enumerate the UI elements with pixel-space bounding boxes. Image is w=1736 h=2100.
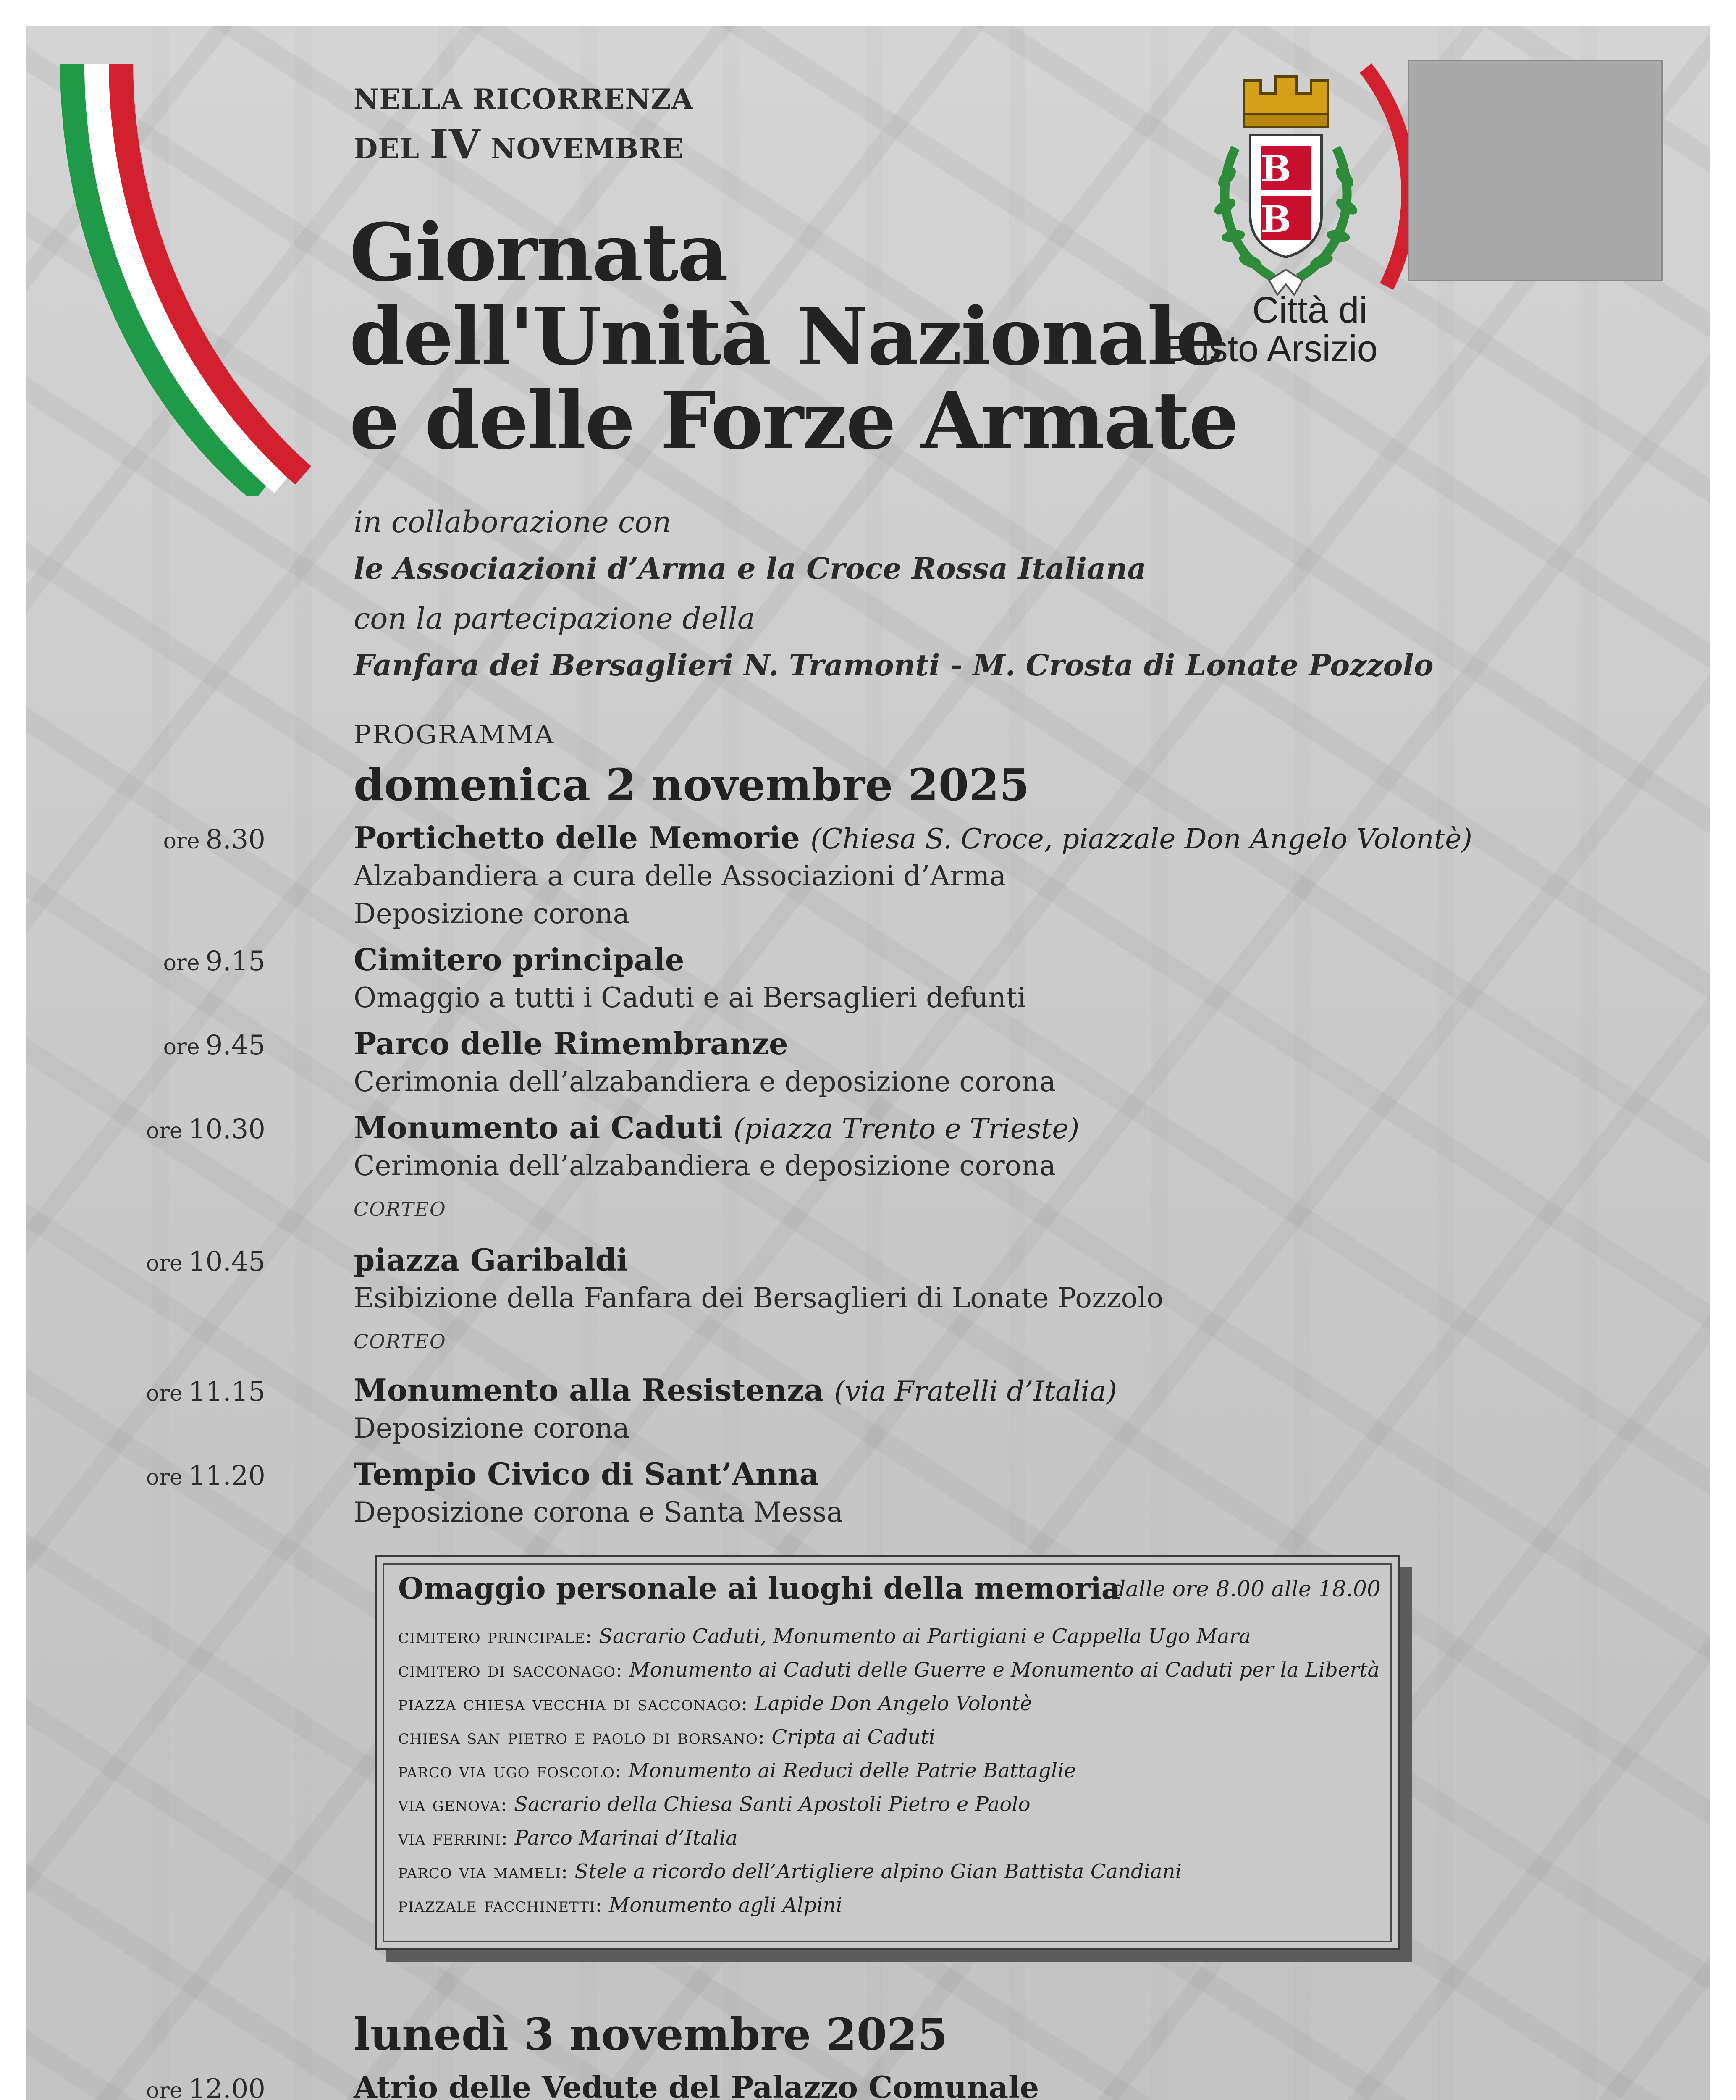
event-detail: Cerimonia dell’alzabandiera e deposizione corona bbox=[354, 1150, 1056, 1182]
event-detail: Omaggio a tutti i Caduti e ai Bersaglieri defunti bbox=[354, 982, 1026, 1014]
title-line3: e delle Forze Armate bbox=[349, 374, 1238, 467]
omaggio-location: via ferrini: Parco Marinai d’Italia bbox=[398, 1826, 738, 1850]
header-photo-block bbox=[1408, 60, 1663, 281]
title-line2: dell'Unità Nazionale bbox=[349, 290, 1225, 383]
omaggio-location: piazza chiesa vecchia di sacconago: Lapide Don Angelo Volontè bbox=[398, 1692, 1032, 1715]
shield-letter-bottom: B bbox=[1261, 198, 1291, 241]
event-time: ore 10.45 bbox=[146, 1246, 265, 1277]
omaggio-box-border bbox=[383, 1563, 1392, 1942]
poster bbox=[26, 26, 1710, 2100]
city-name-line1: Città di bbox=[1252, 289, 1367, 331]
omaggio-location: chiesa san pietro e paolo di borsano: Cripta ai Caduti bbox=[398, 1725, 936, 1749]
collab-names: le Associazioni d’Arma e la Croce Rossa Italiana bbox=[354, 551, 1146, 586]
title-line1: Giornata bbox=[349, 206, 727, 299]
event-place: piazza Garibaldi bbox=[354, 1242, 628, 1278]
event-time: ore 9.15 bbox=[163, 946, 265, 977]
event-time: ore 10.30 bbox=[146, 1114, 265, 1145]
occasion-line2 bbox=[354, 121, 684, 168]
event-place: Cimitero principale bbox=[354, 942, 684, 977]
event-detail: Alzabandiera a cura delle Associazioni d’Arma bbox=[354, 860, 1006, 892]
programma-label: PROGRAMMA bbox=[354, 719, 555, 750]
event-time: ore 11.15 bbox=[146, 1376, 265, 1407]
partecipazione-names: Fanfara dei Bersaglieri N. Tramonti - M. Crosta di Lonate Pozzolo bbox=[354, 648, 1434, 682]
event-place: Tempio Civico di Sant’Anna bbox=[354, 1456, 819, 1492]
omaggio-hours: dalle ore 8.00 alle 18.00 bbox=[1111, 1577, 1381, 1602]
partecipazione-intro: con la partecipazione della bbox=[354, 601, 755, 636]
event-time: ore 12.00 bbox=[146, 2074, 265, 2100]
event-detail: Deposizione corona e Santa Messa bbox=[354, 1496, 843, 1528]
occasion-numeral: IV bbox=[429, 121, 481, 168]
collab-intro: in collaborazione con bbox=[354, 505, 671, 539]
shield-letter-top: B bbox=[1261, 148, 1291, 190]
omaggio-location: cimitero di sacconago: Monumento ai Caduti delle Guerre e Monumento ai Caduti per la Libertà bbox=[398, 1658, 1380, 1682]
omaggio-location: via genova: Sacrario della Chiesa Santi Apostoli Pietro e Paolo bbox=[398, 1793, 1031, 1816]
event-detail: Deposizione corona bbox=[354, 898, 629, 930]
event-detail: Cerimonia dell’alzabandiera e deposizione corona bbox=[354, 1066, 1056, 1098]
corteo-label: CORTEO bbox=[354, 1330, 446, 1353]
event-place: Atrio delle Vedute del Palazzo Comunale bbox=[354, 2069, 1039, 2100]
page-title bbox=[349, 206, 1238, 467]
tricolore-ribbon-icon bbox=[26, 26, 328, 496]
day1-date: domenica 2 novembre 2025 bbox=[354, 759, 1030, 811]
event-detail: Deposizione corona bbox=[354, 1412, 629, 1444]
event-time: ore 11.20 bbox=[146, 1460, 265, 1491]
event-detail: Esibizione della Fanfara dei Bersaglieri di Lonate Pozzolo bbox=[354, 1282, 1164, 1314]
occasion-line1: NELLA RICORRENZA bbox=[354, 83, 694, 116]
omaggio-box bbox=[375, 1555, 1400, 1950]
occasion-prefix: DEL bbox=[354, 132, 420, 165]
event-time: ore 8.30 bbox=[163, 824, 265, 855]
occasion-suffix: NOVEMBRE bbox=[490, 132, 684, 165]
corteo-label: CORTEO bbox=[354, 1198, 446, 1221]
event-place: Monumento ai Caduti (piazza Trento e Trieste) bbox=[354, 1110, 1080, 1145]
omaggio-location: parco via mameli: Stele a ricordo dell’Artigliere alpino Gian Battista Candiani bbox=[398, 1860, 1182, 1883]
day2-date: lunedì 3 novembre 2025 bbox=[354, 2008, 948, 2060]
omaggio-location: piazzale facchinetti: Monumento agli Alpini bbox=[398, 1893, 842, 1917]
city-name-line2: Busto Arsizio bbox=[1164, 328, 1378, 369]
event-place: Parco delle Rimembranze bbox=[354, 1026, 788, 1061]
omaggio-title: Omaggio personale ai luoghi della memoria bbox=[398, 1571, 1121, 1606]
omaggio-location: parco via ugo foscolo: Monumento ai Reduci delle Patrie Battaglie bbox=[398, 1759, 1076, 1782]
event-place: Portichetto delle Memorie (Chiesa S. Croce, piazzale Don Angelo Volontè) bbox=[354, 820, 1472, 856]
omaggio-location: cimitero principale: Sacrario Caduti, Monumento ai Partigiani e Cappella Ugo Mara bbox=[398, 1625, 1251, 1648]
event-time: ore 9.45 bbox=[163, 1030, 265, 1061]
event-place: Monumento alla Resistenza (via Fratelli d’Italia) bbox=[354, 1372, 1117, 1408]
